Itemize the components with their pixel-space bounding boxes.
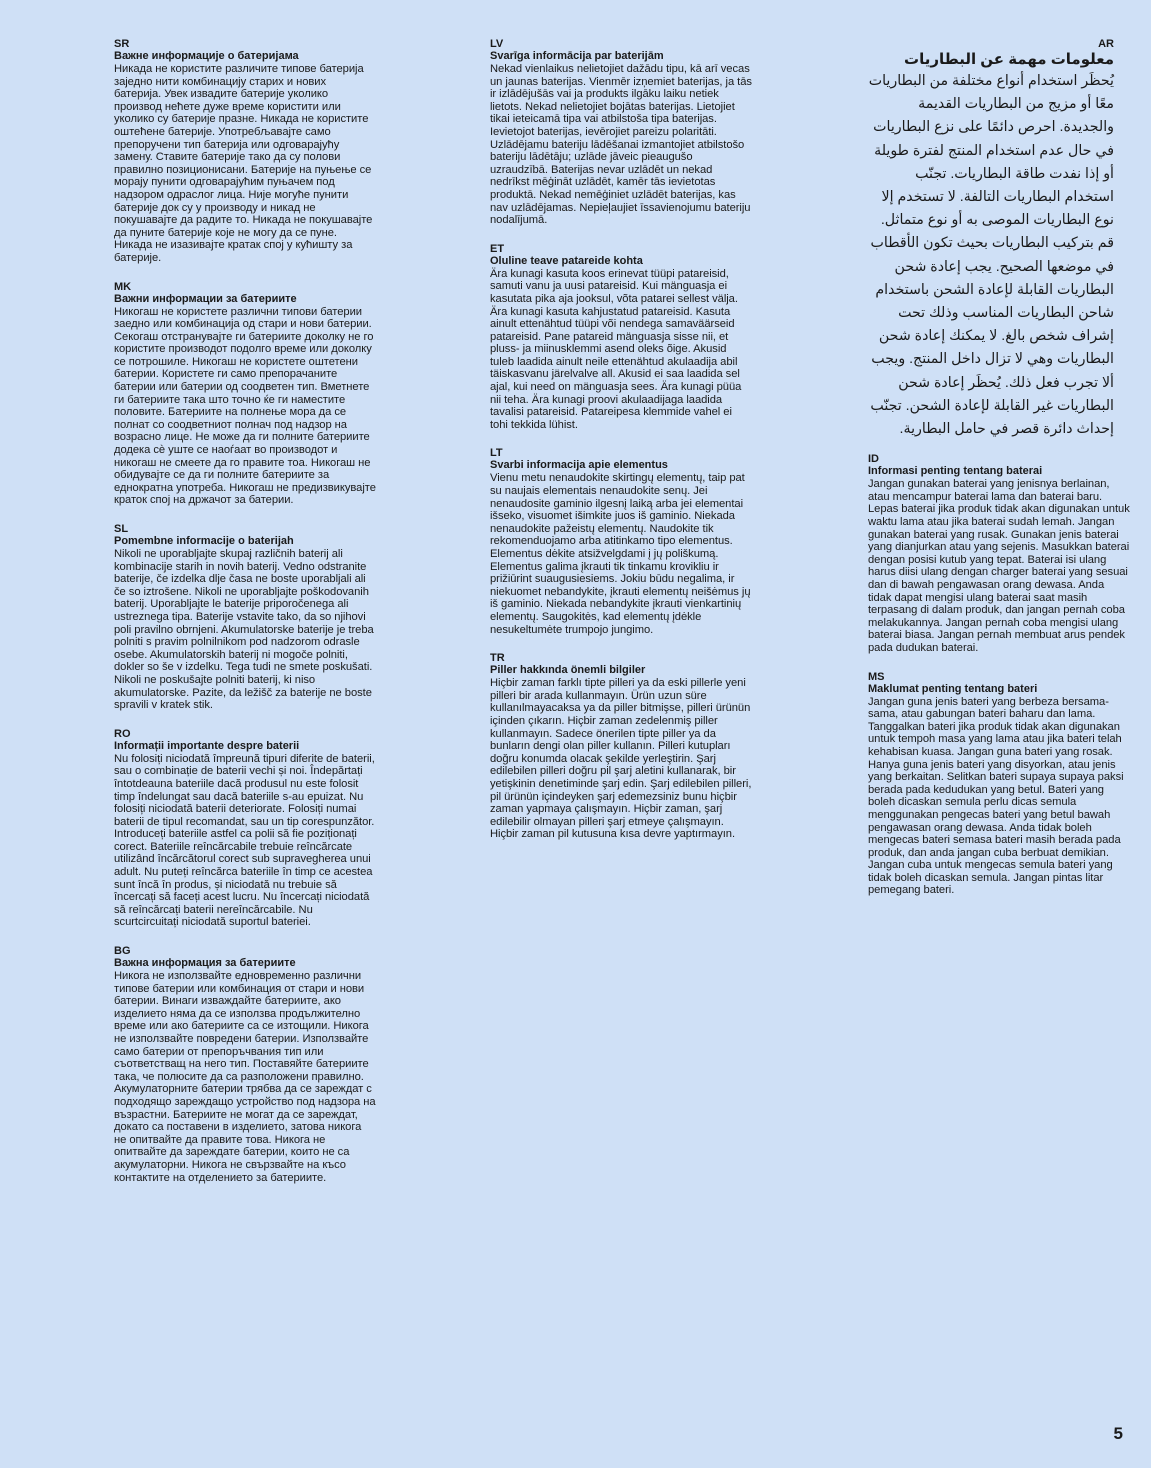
section-title-sr: Важне информације о батеријама: [114, 50, 299, 62]
section-id: [868, 453, 1130, 654]
language-code-ro: RO: [114, 727, 131, 740]
language-code-sl: SL: [114, 523, 129, 535]
section-title-ar: معلومات مهمة عن البطاريات: [904, 51, 1114, 68]
language-code-ar: AR: [1098, 38, 1114, 50]
page-number: 5: [1113, 1424, 1123, 1443]
section-ar: [868, 38, 1130, 441]
section-title-ro: Informații importante despre baterii: [114, 739, 300, 752]
language-code-lt: LT: [490, 447, 503, 460]
section-ro: [114, 728, 376, 929]
section-title-lv: Svarīga informācija par baterijām: [490, 50, 664, 62]
language-code-bg: BG: [114, 945, 131, 958]
language-code-lv: LV: [490, 38, 504, 50]
section-title-lt: Svarbi informacija apie elementus: [490, 459, 668, 472]
section-body-et: Ära kunagi kasuta koos erinevat tüüpi patareisid, samuti vanu ja uusi patareisid. Kui mänguasja ei kasutata pika aja jooksul, võta patarei sellest välja. Ära kunagi kasuta kahjustatud patareisid. Kasuta ainult ettenähtud tüüpi või nendega samaväärseid patareisid. Pane patareid mänguasja sisse nii, et pluss- ja miinusklemmi asend oleks õige. Akusid tuleb laadida ainult neile ettenähtud akulaadija abil täiskasvanu järelvalve all. Akusid ei saa laadida sel ajal, kui need on mänguasja sees. Ära kunagi püüa nii teha. Ära kunagi proovi akulaadijaga laadida tavalisi patareisid. Patareipesa klemmide vahel ei tohi tekkida lühist.: [490, 267, 742, 431]
section-title-et: Oluline teave patareide kohta: [490, 254, 643, 267]
section-body-ar: يُحظَر استخدام أنواع مختلفة من البطاريات معًا أو مزيج من البطاريات القديمة والجديدة. احرص دائمًا على نزع البطاريات في حال عدم استخدام المنتج لفترة طويلة أو إذا نفدت طاقة البطاريات. تجنّب استخدام البطاريات التالفة. لا تستخدم إلا نوع البطاريات الموصى به أو نوع متماثل. قم بتركيب البطاريات بحيث تكون الأقطاب في موضعها الصحيح. يجب إعادة شحن البطاريات القابلة لإعادة الشحن باستخدام شاحن البطاريات المناسب وذلك تحت إشراف شخص بالغ. لا يمكنك إعادة شحن البطاريات وهي لا تزال داخل المنتج. ويجب ألا تجرب فعل ذلك. يُحظَر إعادة شحن البطاريات غير القابلة لإعادة الشحن. تجنّب إحداث دائرة قصر في حامل البطارية.: [868, 73, 1114, 438]
section-title-mk: Важни информации за батериите: [114, 292, 297, 305]
language-code-tr: TR: [490, 652, 505, 665]
language-code-id: ID: [868, 453, 879, 466]
section-et: [490, 243, 752, 432]
section-sl: [114, 523, 376, 712]
section-lt: [490, 447, 752, 636]
column-middle: [490, 38, 752, 857]
section-body-lv: Nekad vienlaikus nelietojiet dažādu tipu, kā arī vecas un jaunas baterijas. Vienmēr izņemiet baterijas, ja tās ir izlādējušās vai ja produkts ilgāku laiku netiek lietots. Nekad nelietojiet bojātas baterijas. Lietojiet tikai ieteicamā tipa vai atbilstoša tipa baterijas. Ievietojot baterijas, ievērojiet pareizu polaritāti. Uzlādējamu bateriju lādēšanai izmantojiet atbilstošo bateriju lādētāju; uzlāde jāveic pieaugušo uzraudzībā. Baterijas nevar uzlādēt un nekad nedrīkst mēģināt uzlādēt, kamēr tās ievietotas produktā. Nekad nemēģiniet uzlādēt baterijas, kas nav uzlādējamas. Nepieļaujiet īssavienojumu bateriju nodalījumā.: [490, 63, 752, 227]
section-body-sl: Nikoli ne uporabljajte skupaj različnih baterij ali kombinacije starih in novih baterij. Vedno odstranite baterije, če izdelka dlje časa ne boste uporabljali ali če so iztrošene. Nikoli ne uporabljajte poškodovanih baterij. Uporabljajte le baterije priporočenega ali ustreznega tipa. Baterije vstavite tako, da so njihovi poli pravilno obrnjeni. Akumulatorske baterije je treba polniti s pravim polnilnikom pod nadzorom odrasle osebe. Akumulatorskih baterij ni mogoče polniti, dokler so še v izdelku. Tega tudi ne smete poskušati. Nikoli ne poskušajte polniti baterij, ki niso akumulatorske. Pazite, da ležišč za baterije ne boste spravili v kratek stik.: [114, 548, 374, 712]
section-body-ro: Nu folosiți niciodată împreună tipuri diferite de baterii, sau o combinație de baterii vechi și noi. Îndepărtați întotdeauna bateriile dacă produsul nu este folosit timp îndelungat sau dacă bateriile s-au epuizat. Nu folosiți niciodată baterii deteriorate. Folosiți numai baterii de tipul recomandat, sau un tip corespunzător. Introduceți bateriile astfel ca polii să fie poziționați corect. Bateriile reîncărcabile trebuie reîncărcate utilizând încărcătorul corect sub supravegherea unui adult. Nu puteți reîncărca bateriile în timp ce acestea sunt încă în produs, și niciodată nu trebuie să încercați să faceți acest lucru. Nu încercați niciodată să reîncărcați baterii nereîncărcabile. Nu scurtcircuitați niciodată suportul bateriei.: [114, 752, 375, 929]
section-title-id: Informasi penting tentang baterai: [868, 465, 1043, 478]
language-code-sr: SR: [114, 38, 130, 50]
section-body-mk: Никогаш не користете различни типови батерии заедно или комбинација од стари и нови батерии. Секогаш отстранувајте ги батериите доколку не го користите производот подолго време или доколку се потрошиле. Никогаш не користете оштетени батерии. Користете ги само препорачаните батерии или батерии од соодветен тип. Вметнете ги батериите така што точно ќе ги наместите половите. Батериите на полнење мора да се полнат со соодветниот полнач под надзор на возрасно лице. Не може да ги полните батериите додека сѐ уште се наоѓаат во производот и никогаш не смеете да го правите тоа. Никогаш не обидувајте се да ги полните батериите за еднократна употреба. Никогаш не предизвикувајте краток спој на држачот за батерии.: [114, 305, 376, 507]
section-sr: [114, 38, 376, 265]
section-body-sr: Никада не користите различите типове батерија заједно нити комбинацију старих и нових батерија. Увек извадите батерије уколико производ нећете дуже време користити или уколико су батерије празне. Никада не користите оштећене батерије. Употребљавајте само препоручени тип батерија или одговарајућу замену. Ставите батерије тако да су полови правилно позиционисани. Батерије на пуњење се морају пунити одговарајућим пуњачем под надзором одраслог лица. Није могуће пунити батерије док су у производу и никад не покушавајте да радите то. Никада не покушавајте да пуните батерије које не могу да се пуне. Никада не изазивајте кратак спој у кућишту за батерије.: [114, 63, 373, 264]
section-ms: [868, 671, 1130, 898]
section-lv: [490, 38, 752, 227]
language-code-mk: MK: [114, 280, 132, 293]
column-left: [114, 38, 376, 1200]
section-title-tr: Piller hakkında önemli bilgiler: [490, 664, 646, 677]
column-right: [868, 38, 1130, 913]
section-mk: [114, 281, 376, 508]
section-title-sl: Pomembne informacije o baterijah: [114, 535, 294, 547]
section-body-ms: Jangan guna jenis bateri yang berbeza bersama-sama, atau gabungan bateri baharu dan lama. Tanggalkan bateri jika produk tidak akan digunakan untuk tempoh masa yang lama atau jika bateri telah kehabisan kuasa. Jangan guna bateri yang rosak. Hanya guna jenis bateri yang disyorkan, atau jenis yang berkaitan. Selitkan bateri supaya supaya paksi berada pada kedudukan yang betul. Bateri yang boleh dicaskan semula perlu dicas semula menggunakan pengecas bateri yang betul bawah pengawasan orang dewasa. Anda tidak boleh mengecas bateri semasa bateri masih berada pada produk, dan anda jangan cuba berbuat demikian. Jangan cuba untuk mengecas semula bateri yang tidak boleh dicaskan semula. Jangan pintas litar pemegang bateri.: [868, 695, 1124, 897]
section-title-ms: Maklumat penting tentang bateri: [868, 682, 1038, 695]
section-tr: [490, 652, 752, 841]
language-code-ms: MS: [868, 670, 885, 683]
section-body-tr: Hiçbir zaman farklı tipte pilleri ya da eski pillerle yeni pilleri bir arada kullanmayın. Ürün uzun süre kullanılmayacaksa ya da piller bitmişse, pilleri ürünün içinden çıkarın. Hiçbir zaman zedelenmiş piller kullanmayın. Sadece önerilen tipte piller ya da bunların dengi olan piller kullanın. Pilleri kutupları doğru konumda olacak şekilde yerleştirin. Şarj edilebilen pilleri doğru pil şarj aletini kullanarak, bir yetişkinin denetiminde şarj edin. Şarj edilebilen pilleri, pil ürünün içindeyken şarj edemezsiniz bunu hiçbir zaman yapmaya çalışmayın. Hiçbir zaman, şarj edilebilir olmayan pilleri şarj etmeye çalışmayın. Hiçbir zaman pil kutusuna kısa devre yaptırmayın.: [490, 677, 752, 841]
section-body-id: Jangan gunakan baterai yang jenisnya berlainan, atau mencampur baterai lama dan baterai baru. Lepas baterai jika produk tidak akan digunakan untuk waktu lama atau jika baterai sudah lemah. Jangan gunakan baterai yang rusak. Gunakan jenis baterai yang dianjurkan atau yang sejenis. Masukkan baterai dengan posisi kutub yang tepat. Baterai isi ulang harus diisi ulang dengan charger baterai yang sesuai dan di bawah pengawasan orang dewasa. Anda tidak dapat mengisi ulang baterai saat masih terpasang di dalam produk, dan jangan pernah coba melakukannya. Jangan pernah coba mengisi ulang baterai biasa. Jangan pernah membuat arus pendek pada dudukan baterai.: [868, 478, 1130, 654]
language-code-et: ET: [490, 242, 505, 255]
section-bg: [114, 945, 376, 1184]
section-title-bg: Важна информация за батериите: [114, 957, 296, 970]
section-body-lt: Vienu metu nenaudokite skirtingų elementų, taip pat su naujais elementais nenaudokite senų. Jei nenaudosite gaminio ilgesnį laiką arba jei elementai išseko, visuomet išimkite juos iš gaminio. Niekada nenaudokite pažeistų elementų. Naudokite tik rekomenduojamo arba atitinkamo tipo elementus. Elementus dėkite atsižvelgdami į jų poliškumą. Elementus galima įkrauti tik tinkamu krovikliu ir prižiūrint suaugusiesiems. Jokiu būdu negalima, ir niekuomet nebandykite, įkrauti elementų neišėmus jų iš gaminio. Niekada nebandykite įkrauti vienkartinių elementų. Saugokitės, kad elementų įdėkle nesukeltumėte trumpojo jungimo.: [490, 472, 751, 636]
section-body-bg: Никога не използвайте едновременно различни типове батерии или комбинация от стари и нови батерии. Винаги изваждайте батериите, ако изделието няма да се използва продължително време или ако батериите са се изтощили. Никога не използвайте повредени батерии. Използвайте само батерии от препоръчвания тип или съответстващ на него тип. Поставяйте батериите така, че полюсите да са разположени правилно. Акумулаторните батерии трябва да се зареждат с подходящо зареждащо устройство под надзора на възрастни. Батериите не могат да се зареждат, докато са поставени в изделието, затова никога не опитвайте да правите това. Никога не опитвайте да зареждате батерии, които не са акумулаторни. Никога не свързвайте на късо контактите на отделението за батериите.: [114, 970, 376, 1184]
